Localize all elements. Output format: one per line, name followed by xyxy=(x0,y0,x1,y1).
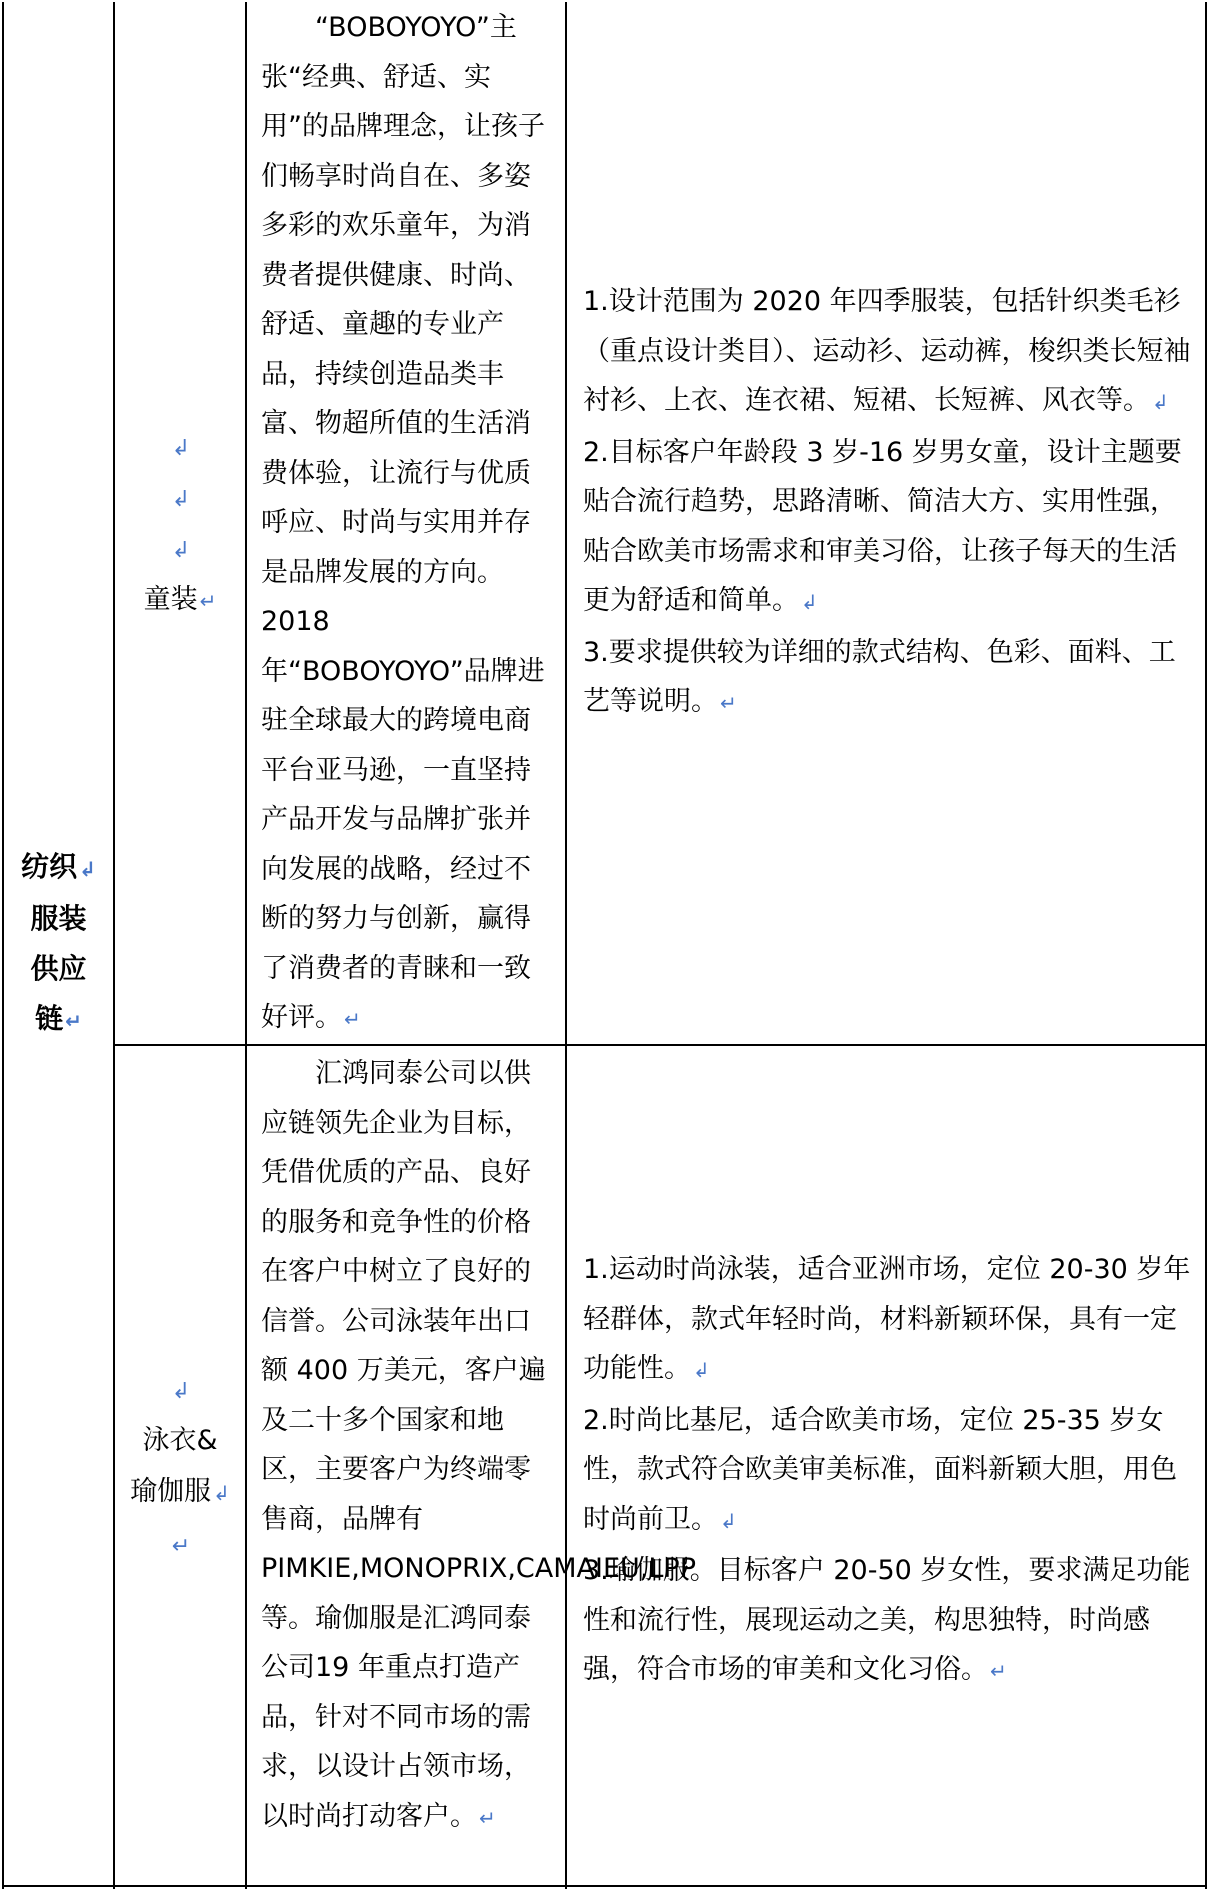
row2-description-cell xyxy=(261,1049,696,1843)
row1-requirement-3: 3.要求提供较为详细的款式结构、色彩、面料、工艺等说明。 ↵ xyxy=(583,636,1176,717)
row2-description-text: 汇鸿同泰公司以供应链领先企业为目标，凭借优质的产品、良好的服务和竞争性的价格在客户中树立了良好的信誉。公司泳装年出口额 400 万美元，客户遍及二十多个国家和地区，主要客户为终端零售商，品牌有PIMKIE,MONOPRIX,CAMAIEU,LPP 等。瑜伽服是汇鸿同泰公司19 年重点打造产品，针对不同市场的需求，以设计占领市场，以时尚打动客户。 xyxy=(261,1058,696,1832)
paragraph-mark-icon: ↵ xyxy=(199,589,217,613)
paragraph-mark-icon: ↲ xyxy=(171,1379,191,1404)
table-border-col3 xyxy=(565,2,567,1889)
paragraph-mark-icon: ↲ xyxy=(720,1508,737,1533)
category-line-2: 服装 xyxy=(30,902,87,935)
row2-subcategory-cell xyxy=(115,1364,245,1570)
table-border-col2 xyxy=(245,2,247,1889)
paragraph-mark-icon: ↵ xyxy=(990,1659,1007,1683)
category-line-3: 供应 xyxy=(30,952,87,985)
table-border-bottom xyxy=(2,1885,1207,1887)
paragraph-mark-icon: ↵ xyxy=(344,1007,361,1031)
table-border-right xyxy=(1205,2,1207,1889)
category-cell xyxy=(4,842,113,1046)
category-line-4: 链 xyxy=(35,1002,64,1035)
paragraph-mark-icon: ↲ xyxy=(801,590,818,614)
paragraph-mark-icon: ↲ xyxy=(213,1481,230,1505)
row1-requirement-2: 2.目标客户年龄段 3 岁-16 岁男女童，设计主题要贴合流行趋势，思路清晰、简洁大方、实用性强，贴合欧美市场需求和审美习俗，让孩子每天的生活更为舒适和简单。 ↲ xyxy=(583,436,1182,616)
row2-requirement-2: 2.时尚比基尼，适合欧美市场，定位 25-35 岁女性，款式符合欧美审美标准，面料新颖大胆，用色时尚前卫。 ↲ xyxy=(583,1404,1177,1535)
row1-subcategory-label: 童装 xyxy=(143,584,198,615)
paragraph-mark-icon: ↲ xyxy=(171,538,191,563)
table-border-col1 xyxy=(113,2,115,1889)
row2-requirement-1: 1.运动时尚泳装，适合亚洲市场，定位 20-30 岁年轻群体，款式年轻时尚，材料新颖环保，具有一定功能性。 ↲ xyxy=(583,1254,1191,1384)
row2-subcategory-line-2: 瑜伽服 xyxy=(130,1476,212,1507)
paragraph-mark-icon: ↲ xyxy=(171,436,191,461)
paragraph-mark-icon: ↵ xyxy=(65,1009,82,1033)
row2-subcategory-line-1: 泳衣& xyxy=(142,1425,218,1456)
row2-requirement-3: 3.瑜伽服。目标客户 20-50 岁女性，要求满足功能性和流行性，展现运动之美，构思独特，时尚感强，符合市场的审美和文化习俗。 ↵ xyxy=(583,1555,1191,1685)
row1-description-cell xyxy=(261,3,557,1045)
paragraph-mark-icon: ↲ xyxy=(171,487,191,512)
paragraph-mark-icon: ↲ xyxy=(1152,390,1169,414)
row1-description-text: “BOBOYOYO”主张“经典、舒适、实用”的品牌理念，让孩子们畅享时尚自在、多姿多彩的欢乐童年，为消费者提供健康、时尚、舒适、童趣的专业产品，持续创造品类丰富、物超所值的生活消费体验，让流行与优质呼应、时尚与实用并存是品牌发展的方向。2018年“BOBOYOYO”品牌进驻全球最大的跨境电商平台亚马逊，一直坚持产品开发与品牌扩张并向发展的战略，经过不断的努力与创新，赢得了消费者的青睐和一致好评。 xyxy=(261,12,545,1033)
paragraph-mark-icon: ↲ xyxy=(79,857,96,881)
paragraph-mark-icon: ↵ xyxy=(171,1534,191,1559)
category-line-1: 纺织 xyxy=(21,850,78,883)
row1-requirements-cell xyxy=(583,277,1195,729)
row1-requirement-1: 1.设计范围为 2020 年四季服装，包括针织类毛衫（重点设计类目）、运动衫、运动裤，梭织类长短袖衬衫、上衣、连衣裙、短裙、长短裤、风衣等。 ↲ xyxy=(583,286,1191,416)
paragraph-mark-icon: ↲ xyxy=(693,1358,710,1382)
row1-subcategory-cell xyxy=(115,421,245,627)
paragraph-mark-icon: ↵ xyxy=(479,1805,496,1830)
paragraph-mark-icon: ↵ xyxy=(720,691,737,715)
row2-requirements-cell xyxy=(583,1245,1195,1697)
